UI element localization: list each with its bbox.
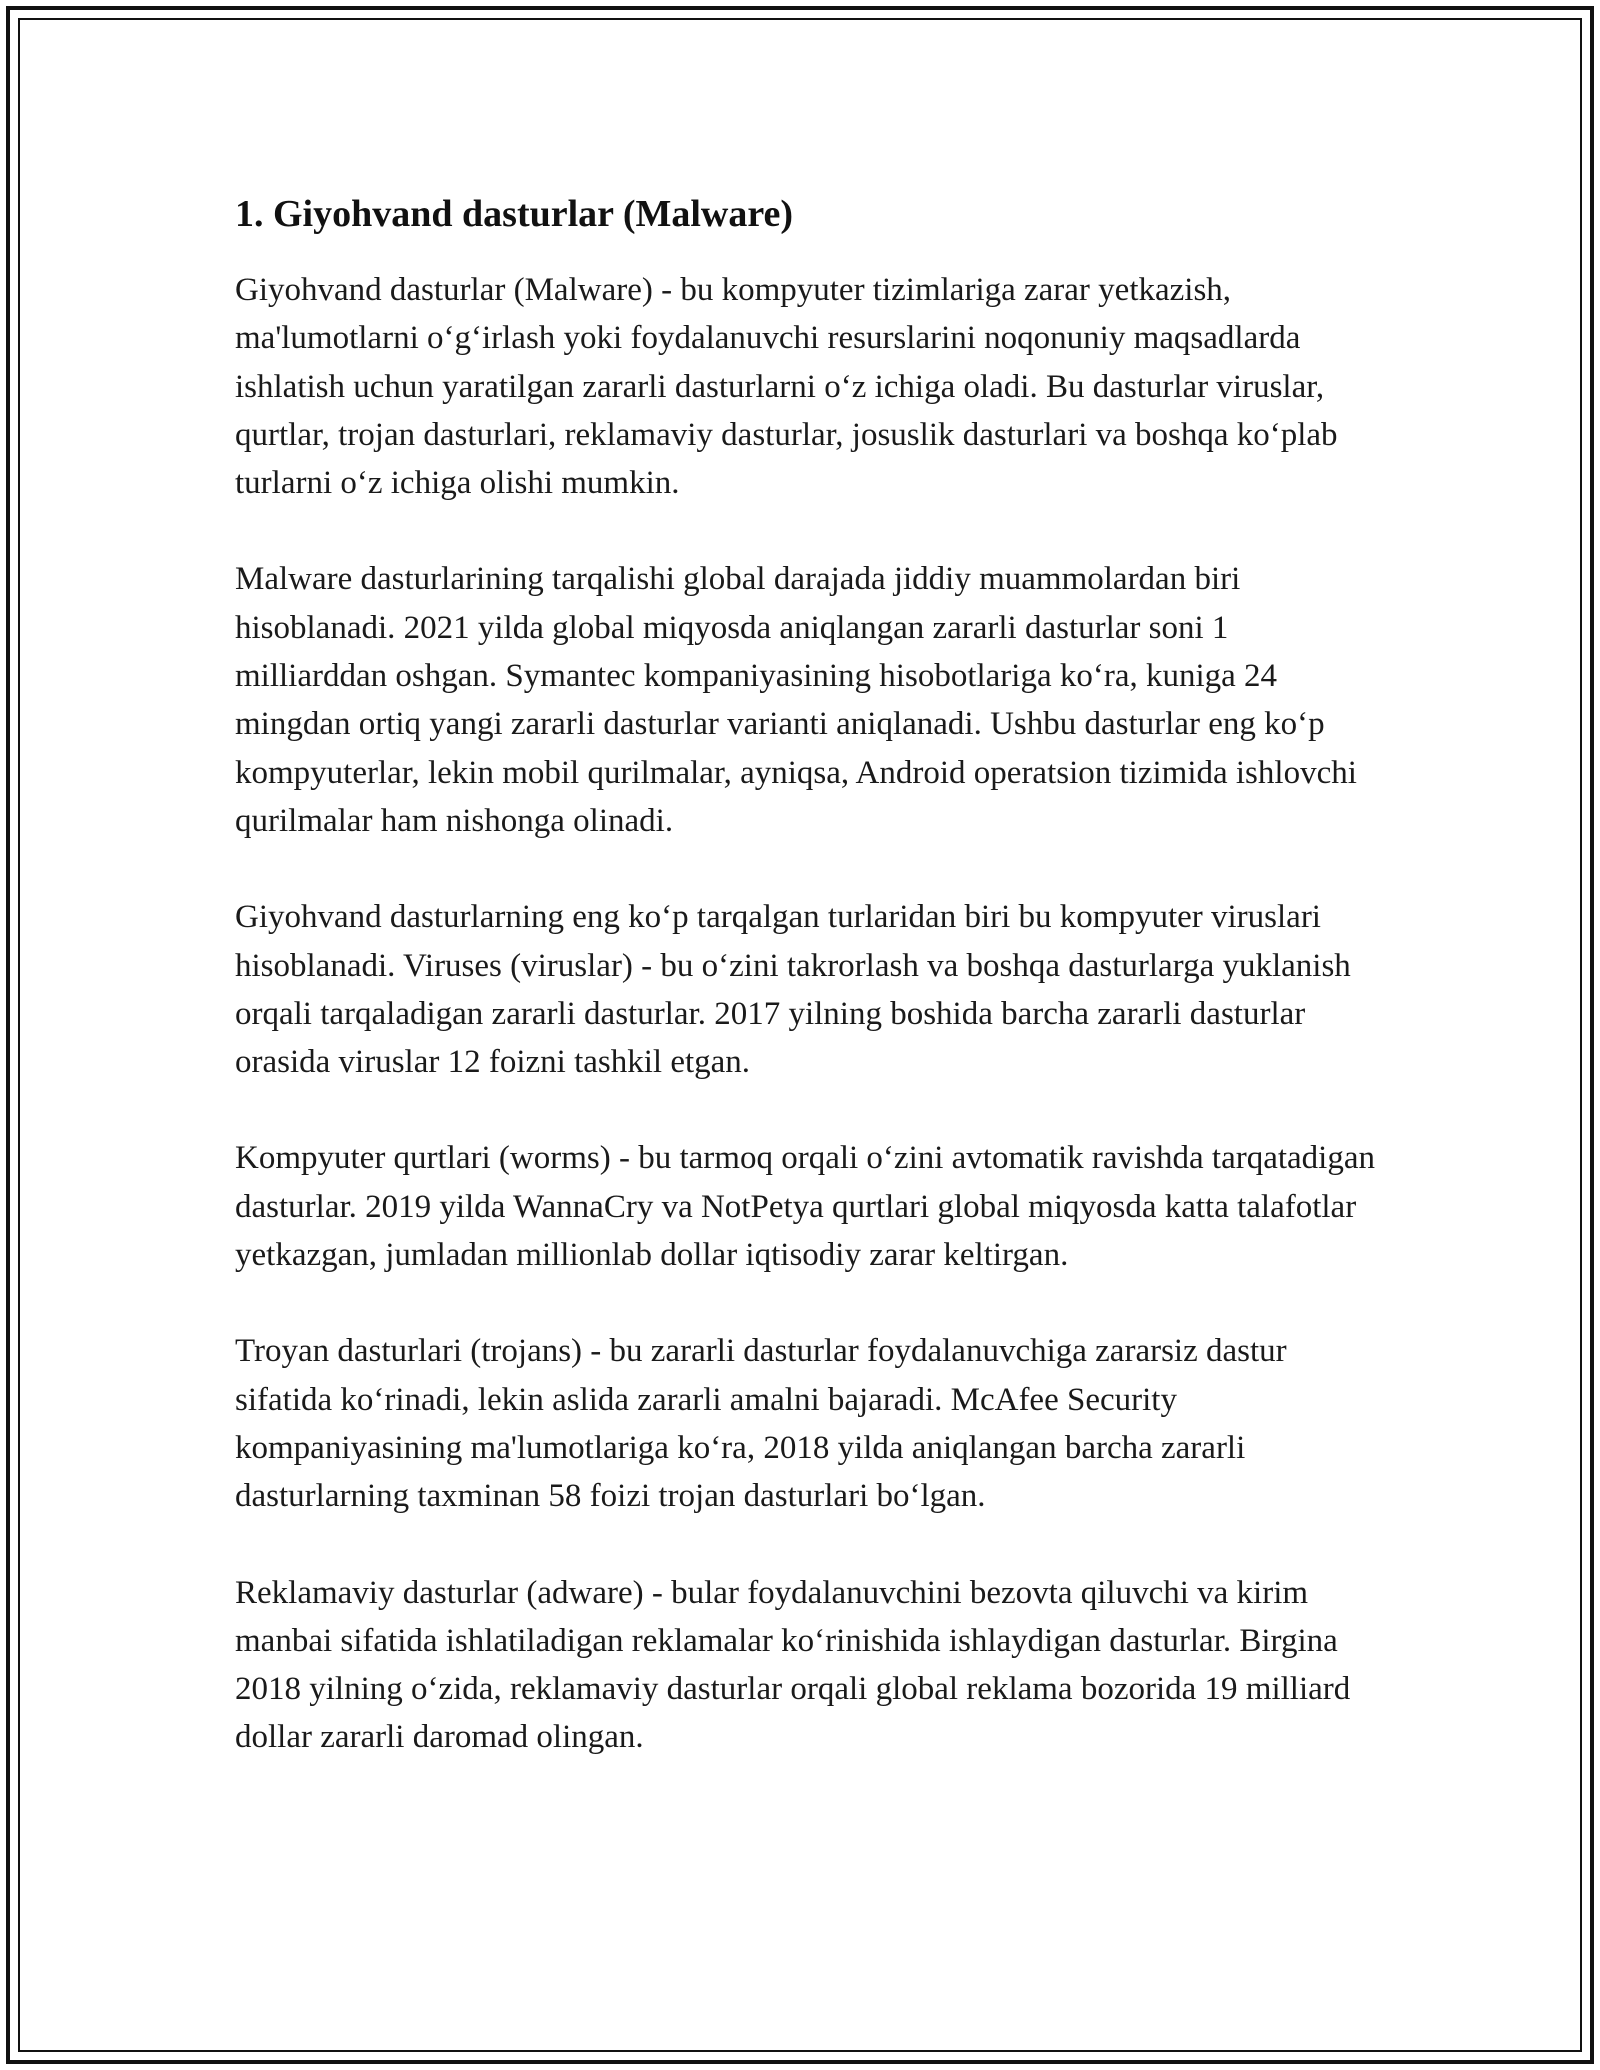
- paragraph-trojans: Troyan dasturlari (trojans) - bu zararli dasturlar foydalanuvchiga zararsiz dastur sifatida ko‘rinadi, lekin aslida zararli amalni bajaradi. McAfee Security kompaniyasining ma'lumotlariga ko‘ra, 2018 yilda aniqlangan barcha zararli dasturlarning taxminan 58 foizi trojan dasturlari bo‘lgan.: [235, 1333, 1287, 1515]
- document-body: [235, 188, 1375, 1810]
- paragraph-malware-spread: Malware dasturlarining tarqalishi global darajada jiddiy muammolardan biri hisoblanadi. 2021 yilda global miqyosda aniqlangan zararli dasturlar soni 1 milliarddan oshgan. Symantec kompaniyasining hisobotlariga ko‘ra, kuniga 24 mingdan ortiq yangi zararli dasturlar varianti aniqlanadi. Ushbu dasturlar eng ko‘p kompyuterlar, lekin mobil qurilmalar, ayniqsa, Android operatsion tizimida ishlovchi qurilmalar ham nishonga olinadi.: [235, 561, 1357, 839]
- paragraph-worms: Kompyuter qurtlari (worms) - bu tarmoq orqali o‘zini avtomatik ravishda tarqatadigan dasturlar. 2019 yilda WannaCry va NotPetya qurtlari global miqyosda katta talafotlar yetkazgan, jumladan millionlab dollar iqtisodiy zarar keltirgan.: [235, 1140, 1375, 1274]
- section-heading: 1. Giyohvand dasturlar (Malware): [235, 193, 794, 235]
- paragraph-viruses: Giyohvand dasturlarning eng ko‘p tarqalgan turlaridan biri bu kompyuter viruslari hisoblanadi. Viruses (viruslar) - bu o‘zini takrorlash va boshqa dasturlarga yuklanish orqali tarqaladigan zararli dasturlar. 2017 yilning boshida barcha zararli dasturlar orasida viruslar 12 foizni tashkil etgan.: [235, 899, 1351, 1081]
- paragraph-adware: Reklamaviy dasturlar (adware) - bular foydalanuvchini bezovta qiluvchi va kirim manbai sifatida ishlatiladigan reklamalar ko‘rinishida ishlaydigan dasturlar. Birgina 2018 yilning o‘zida, reklamaviy dasturlar orqali global reklama bozorida 19 milliard dollar zararli daromad olingan.: [235, 1574, 1351, 1756]
- paragraph-malware-definition: Giyohvand dasturlar (Malware) - bu kompyuter tizimlariga zarar yetkazish, ma'lumotlarni o‘g‘irlash yoki foydalanuvchi resurslarini noqonuniy maqsadlarda ishlatish uchun yaratilgan zararli dasturlarni o‘z ichiga oladi. Bu dasturlar viruslar, qurtlar, trojan dasturlari, reklamaviy dasturlar, josuslik dasturlari va boshqa ko‘plab turlarni o‘z ichiga olishi mumkin.: [235, 272, 1338, 502]
